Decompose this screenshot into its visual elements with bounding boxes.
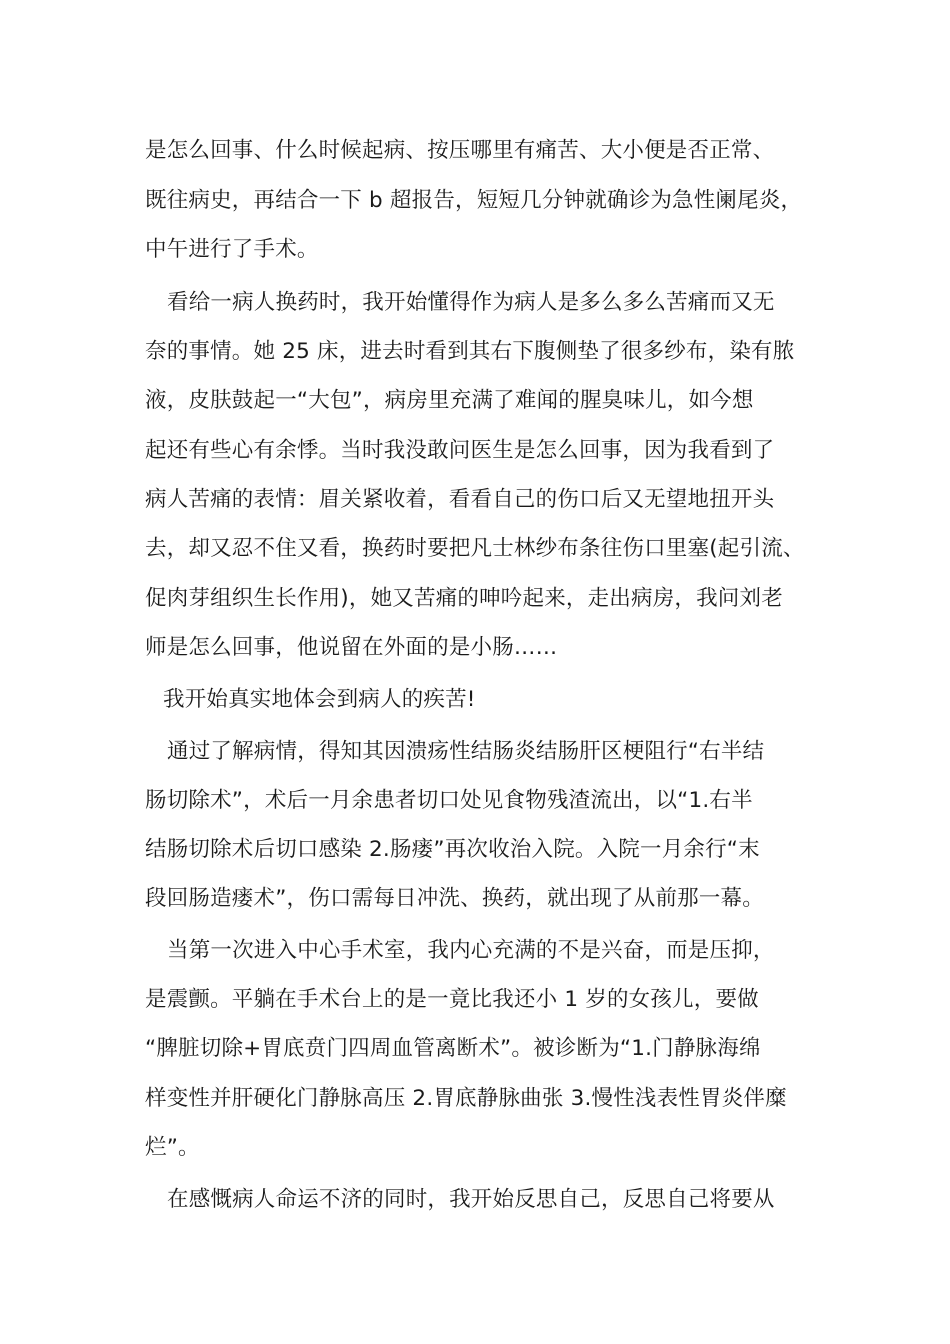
text-line: 是震颤。平躺在手术台上的是一竟比我还小 1 岁的女孩儿，要做	[145, 987, 759, 1012]
text-line: 样变性并肝硬化门静脉高压 2.胃底静脉曲张 3.慢性浅表性胃炎伴糜	[145, 1086, 787, 1111]
paragraph-start-line: 在感慨病人命运不济的同时，我开始反思自己，反思自己将要从	[167, 1187, 775, 1212]
text-line: 起还有些心有余悸。当时我没敢问医生是怎么回事，因为我看到了	[145, 438, 775, 463]
text-line: 液，皮肤鼓起一“大包”，病房里充满了难闻的腥臭味儿，如今想	[145, 388, 754, 413]
text-line: 师是怎么回事，他说留在外面的是小肠……	[145, 635, 558, 660]
text-line: 烂”。	[145, 1135, 200, 1160]
paragraph-start-line: 看给一病人换药时，我开始懂得作为病人是多么多么苦痛而又无	[167, 290, 775, 315]
text-line: “脾脏切除+胃底贲门四周血管离断术”。被诊断为“1.门静脉海绵	[145, 1036, 761, 1061]
paragraph-start-line: 我开始真实地体会到病人的疾苦!	[163, 687, 476, 712]
text-line: 中午进行了手术。	[145, 237, 319, 262]
text-line: 肠切除术”，术后一月余患者切口处见食物残渣流出，以“1.右半	[145, 788, 753, 813]
text-line: 段回肠造瘘术”，伤口需每日冲洗、换药，就出现了从前那一幕。	[145, 886, 764, 911]
text-line: 是怎么回事、什么时候起病、按压哪里有痛苦、大小便是否正常、	[145, 138, 775, 163]
text-line: 结肠切除术后切口感染 2.肠瘘”再次收治入院。入院一月余行“末	[145, 837, 760, 862]
text-line: 既往病史，再结合一下 b 超报告，短短几分钟就确诊为急性阑尾炎，	[145, 188, 803, 213]
text-line: 奈的事情。她 25 床，进去时看到其右下腹侧垫了很多纱布，染有脓	[145, 339, 795, 364]
text-line: 病人苦痛的表情：眉关紧收着，看看自己的伤口后又无望地扭开头	[145, 487, 775, 512]
paragraph-start-line: 通过了解病情，得知其因溃疡性结肠炎结肠肝区梗阻行“右半结	[167, 739, 765, 764]
text-line: 去，却又忍不住又看，换药时要把凡士林纱布条往伤口里塞(起引流、	[145, 536, 805, 561]
text-line: 促肉芽组织生长作用)，她又苦痛的呻吟起来，走出病房，我问刘老	[145, 586, 783, 611]
paragraph-start-line: 当第一次进入中心手术室，我内心充满的不是兴奋，而是压抑，	[167, 938, 775, 963]
